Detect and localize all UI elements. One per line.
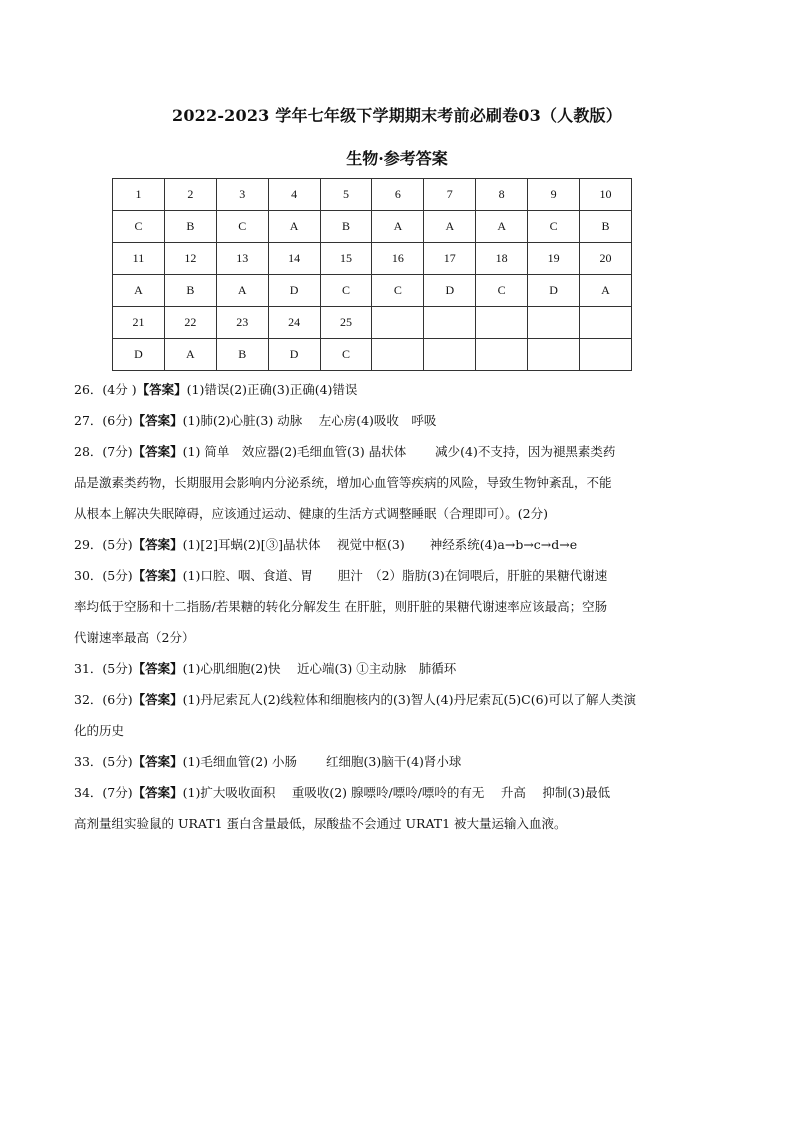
question-number: 29．(5分)	[74, 537, 133, 552]
answer-line	[74, 653, 684, 684]
answer-text: (1)肺(2)心脏(3) 动脉 左心房(4)吸收 呼吸	[182, 413, 437, 428]
answer-label: 【答案】	[132, 444, 183, 459]
answer-line	[74, 808, 684, 839]
table-cell: 5	[320, 179, 372, 211]
table-cell	[476, 307, 528, 339]
table-cell: A	[164, 339, 216, 371]
answer-line	[74, 560, 684, 591]
answer-label: 【答案】	[136, 382, 187, 397]
table-cell	[424, 339, 476, 371]
question-number: 26．(4分 )	[74, 382, 137, 397]
answer-line	[74, 405, 684, 436]
table-cell: D	[424, 275, 476, 307]
table-cell: 20	[580, 243, 632, 275]
answer-line	[74, 684, 684, 715]
table-cell: A	[580, 275, 632, 307]
table-cell: 3	[216, 179, 268, 211]
table-row	[113, 339, 632, 371]
table-cell: 1	[113, 179, 165, 211]
table-cell: A	[216, 275, 268, 307]
table-cell: 23	[216, 307, 268, 339]
table-cell: 22	[164, 307, 216, 339]
table-cell: D	[528, 275, 580, 307]
table-cell: 21	[113, 307, 165, 339]
answer-text: (1)毛细血管(2) 小肠 红细胞(3)脑干(4)肾小球	[182, 754, 462, 769]
table-cell: A	[268, 211, 320, 243]
answer-label: 【答案】	[132, 661, 183, 676]
answer-text: 率均低于空肠和十二指肠/若果糖的转化分解发生 在肝脏，则肝脏的果糖代谢速率应该最高；空肠	[74, 599, 608, 614]
table-cell: 7	[424, 179, 476, 211]
answer-text: (1)[2]耳蜗(2)[③]晶状体 视觉中枢(3) 神经系统(4)a→b→c→d→e	[182, 537, 578, 552]
answer-label: 【答案】	[132, 692, 183, 707]
table-cell: C	[113, 211, 165, 243]
question-number: 30．(5分)	[74, 568, 133, 583]
table-cell: 2	[164, 179, 216, 211]
page-title: 2022-2023 学年七年级下学期期末考前必刷卷03（人教版）	[172, 106, 622, 125]
table-cell: A	[476, 211, 528, 243]
table-cell: 14	[268, 243, 320, 275]
table-row	[113, 179, 632, 211]
table-cell: A	[113, 275, 165, 307]
answer-label: 【答案】	[132, 754, 183, 769]
answer-line	[74, 746, 684, 777]
table-row	[113, 243, 632, 275]
table-cell: 16	[372, 243, 424, 275]
table-cell: C	[216, 211, 268, 243]
answer-text: (1)心肌细胞(2)快 近心端(3) ①主动脉 肺循环	[182, 661, 457, 676]
table-cell: A	[372, 211, 424, 243]
table-cell: 4	[268, 179, 320, 211]
table-row	[113, 275, 632, 307]
answer-key-table	[112, 178, 632, 371]
table-cell: 9	[528, 179, 580, 211]
answer-label: 【答案】	[132, 785, 183, 800]
table-cell: 11	[113, 243, 165, 275]
answer-text: 代谢速率最高（2分）	[74, 630, 195, 645]
table-cell: 10	[580, 179, 632, 211]
answer-text: (1)丹尼索瓦人(2)线粒体和细胞核内的(3)智人(4)丹尼索瓦(5)C(6)可以了解人类演	[182, 692, 636, 707]
table-row	[113, 211, 632, 243]
answer-line	[74, 622, 684, 653]
answer-line	[74, 436, 684, 467]
answer-text: 品是激素类药物，长期服用会影响内分泌系统，增加心血管等疾病的风险，导致生物钟紊乱，不能	[74, 475, 612, 490]
answer-text: 从根本上解决失眠障碍，应该通过运动、健康的生活方式调整睡眠（合理即可）。(2分)	[74, 506, 548, 521]
answer-text: (1) 简单 效应器(2)毛细血管(3) 晶状体 减少(4)不支持，因为褪黑素类药	[182, 444, 616, 459]
table-cell: B	[216, 339, 268, 371]
answer-label: 【答案】	[132, 413, 183, 428]
question-number: 33．(5分)	[74, 754, 133, 769]
answer-text: (1)扩大吸收面积 重吸收(2) 腺嘌呤/嘌呤/嘌呤的有无 升高 抑制(3)最低	[182, 785, 611, 800]
table-row	[113, 307, 632, 339]
question-number: 27．(6分)	[74, 413, 133, 428]
question-number: 31．(5分)	[74, 661, 133, 676]
table-cell	[580, 339, 632, 371]
table-cell: 19	[528, 243, 580, 275]
table-cell: 18	[476, 243, 528, 275]
question-number: 34．(7分)	[74, 785, 133, 800]
table-cell	[528, 339, 580, 371]
question-number: 32．(6分)	[74, 692, 133, 707]
answer-text: 高剂量组实验鼠的 URAT1 蛋白含量最低，尿酸盐不会通过 URAT1 被大量运输入血液。	[74, 816, 567, 831]
table-cell	[580, 307, 632, 339]
answer-label: 【答案】	[132, 537, 183, 552]
answer-line	[74, 374, 684, 405]
table-cell: 12	[164, 243, 216, 275]
answer-line	[74, 591, 684, 622]
answer-line	[74, 715, 684, 746]
answer-text: (1)口腔、咽、食道、胃 胆汁 （2）脂肪(3)在饲喂后，肝脏的果糖代谢速	[182, 568, 608, 583]
table-cell: C	[372, 275, 424, 307]
answers-section	[74, 374, 684, 839]
table-cell: B	[320, 211, 372, 243]
table-cell: B	[164, 211, 216, 243]
table-cell: B	[164, 275, 216, 307]
table-cell: C	[320, 275, 372, 307]
page-subtitle: 生物·参考答案	[346, 149, 448, 168]
table-cell: D	[268, 339, 320, 371]
table-cell: B	[580, 211, 632, 243]
answer-text: (1)错误(2)正确(3)正确(4)错误	[186, 382, 358, 397]
table-cell	[372, 307, 424, 339]
table-cell: 13	[216, 243, 268, 275]
table-cell: C	[528, 211, 580, 243]
table-cell	[424, 307, 476, 339]
table-cell: C	[320, 339, 372, 371]
table-cell	[372, 339, 424, 371]
answer-line	[74, 777, 684, 808]
answer-line	[74, 467, 684, 498]
table-cell: D	[113, 339, 165, 371]
table-cell: 6	[372, 179, 424, 211]
answer-line	[74, 498, 684, 529]
table-cell: D	[268, 275, 320, 307]
answer-label: 【答案】	[132, 568, 183, 583]
table-cell: 17	[424, 243, 476, 275]
table-cell: C	[476, 275, 528, 307]
table-cell: 15	[320, 243, 372, 275]
table-cell: 24	[268, 307, 320, 339]
answer-line	[74, 529, 684, 560]
table-cell	[528, 307, 580, 339]
table-cell: 8	[476, 179, 528, 211]
answer-text: 化的历史	[74, 723, 125, 738]
question-number: 28．(7分)	[74, 444, 133, 459]
table-cell: 25	[320, 307, 372, 339]
table-cell: A	[424, 211, 476, 243]
table-cell	[476, 339, 528, 371]
